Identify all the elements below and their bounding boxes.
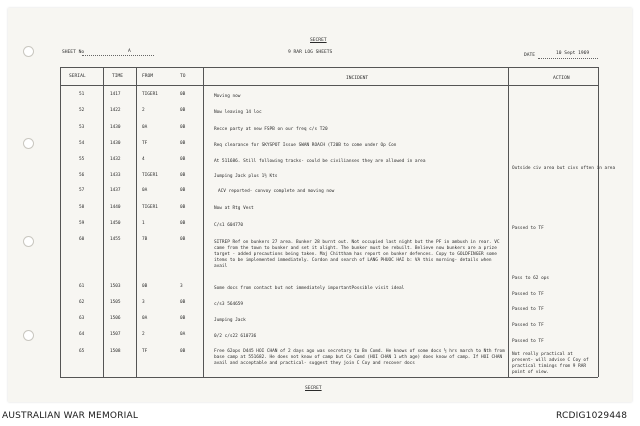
row-from: TIGER1 [142, 92, 158, 97]
column-header-to: TO [180, 74, 186, 79]
row-time: 1455 [110, 237, 121, 242]
archive-credit: AUSTRALIAN WAR MEMORIAL [2, 411, 139, 421]
secret-marking-bottom: SECRET [305, 386, 322, 391]
row-time: 1506 [110, 316, 121, 321]
row-serial: 58 [79, 205, 85, 210]
row-to: 0B [180, 188, 186, 193]
row-time: 1437 [110, 188, 121, 193]
punch-hole [23, 46, 34, 57]
punch-hole [23, 138, 34, 149]
row-serial: 64 [79, 332, 85, 337]
row-action: Not really practical at present- will advise C Coy of practical timings from 9 RAR point of view. [512, 352, 589, 375]
row-time: 1503 [110, 284, 121, 289]
row-to: 3 [180, 284, 183, 289]
row-from: 7B [142, 237, 148, 242]
row-from: 3 [142, 300, 145, 305]
row-time: 1508 [110, 349, 121, 354]
column-header-time: TIME [112, 74, 124, 79]
row-action: Passed to TF [512, 226, 544, 231]
row-to: 0B [180, 205, 186, 210]
column-divider [203, 67, 204, 377]
row-from: 0B [142, 284, 148, 289]
sheet-number-value: A [128, 49, 131, 54]
row-from: 0A [142, 316, 148, 321]
row-serial: 51 [79, 92, 85, 97]
row-incident: Now at Rtg Vest [214, 206, 254, 211]
row-to: 0B [180, 141, 186, 146]
row-from: 4 [142, 157, 145, 162]
sheet-number-label: SHEET No [62, 50, 85, 55]
row-from: TIGER1 [142, 173, 158, 178]
row-incident: ACV reported- convoy complete and moving now [218, 189, 335, 194]
column-header-serial: SERIAL [69, 74, 86, 79]
punch-hole [23, 236, 34, 247]
row-action: Passed to TF [512, 323, 544, 328]
row-incident: Jumping Jack plus 1½ Kts [214, 174, 278, 179]
row-incident: Now leaving 14 loc [214, 110, 262, 115]
row-to: 0B [180, 349, 186, 354]
row-incident: Free 62ops D445 HOI CHAN of 2 days ago was secretary to Bn Comd. He knows of some docs ½ hrs march to Nth from base camp at 551682. He does not know of camp but Co Comd (HOI CHAN 1 wth age) does know of camp. If HOI CHAN avail and acceptable and practical- suggest they join C Coy and recover docs [214, 349, 505, 366]
column-divider [103, 67, 104, 377]
row-action: Passed to TF [512, 292, 544, 297]
archive-reference: RCDIG1029448 [556, 411, 628, 421]
row-from: TF [142, 141, 148, 146]
row-incident: Moving now [214, 94, 241, 99]
date-value: 10 Sept 1969 [556, 51, 590, 56]
date-label: DATE [524, 53, 536, 58]
row-to: 0A [180, 332, 186, 337]
row-incident: c/s3 564659 [214, 302, 244, 307]
row-from: 0A [142, 188, 148, 193]
row-action: Pass to 62 ops [512, 276, 550, 281]
row-incident: Req clearance for SKYSPOT Issue SWAN ROACH (T20B to come under Op Con [214, 143, 397, 148]
row-to: 0B [180, 108, 186, 113]
column-header-action: ACTION [553, 76, 570, 81]
table-header-border [60, 85, 598, 86]
log-title: 9 RAR LOG SHEETS [288, 50, 333, 55]
column-divider [508, 67, 509, 377]
row-to: 0B [180, 157, 186, 162]
row-serial: 59 [79, 221, 85, 226]
row-serial: 57 [79, 188, 85, 193]
row-serial: 65 [79, 349, 85, 354]
row-incident: C/s1 604770 [214, 223, 244, 228]
table-bottom-border [60, 377, 598, 378]
row-incident: At 511686. Still following tracks- could be civilianses they are allowed in area [214, 159, 426, 164]
column-header-from: FROM [142, 74, 154, 79]
row-time: 1450 [110, 221, 121, 226]
row-to: 0B [180, 125, 186, 130]
row-serial: 63 [79, 316, 85, 321]
row-to: 0B [180, 173, 186, 178]
row-to: 0B [180, 316, 186, 321]
row-serial: 60 [79, 237, 85, 242]
column-divider [136, 67, 137, 377]
row-to: 0B [180, 300, 186, 305]
row-time: 1417 [110, 92, 121, 97]
secret-marking-top: SECRET [310, 38, 327, 43]
row-from: TIGER1 [142, 205, 158, 210]
row-serial: 54 [79, 141, 85, 146]
row-from: 1 [142, 221, 145, 226]
row-time: 1433 [110, 173, 121, 178]
row-time: 1430 [110, 141, 121, 146]
sheet-number-line [82, 55, 154, 56]
row-action: Passed to TF [512, 307, 544, 312]
table-top-border [60, 67, 598, 68]
row-serial: 56 [79, 173, 85, 178]
row-time: 1440 [110, 205, 121, 210]
row-serial: 62 [79, 300, 85, 305]
row-serial: 53 [79, 125, 85, 130]
row-serial: 55 [79, 157, 85, 162]
row-incident: 0/2 c/s22 610736 [214, 334, 257, 339]
row-action: Outside civ area but civs often in area [512, 166, 616, 171]
row-serial: 61 [79, 284, 85, 289]
row-incident: SITREP Ref on bunkers 27 area. Bunker 28 burnt out. Not occupied last night but the PF in ambush in rear. VC came from the town to bunker and set it alight. The bunker must be rebuilt. Believe now bunkers are a prize target - added precautions being taken. Maj Chittham has report on bunker defences. Copy to GOLDFINGER some items to be implemented immediately. Cordon and search of LANG PHUOC HAI b: VA this morning- details when avail [214, 240, 500, 269]
row-time: 1507 [110, 332, 121, 337]
row-time: 1432 [110, 157, 121, 162]
row-from: 0A [142, 125, 148, 130]
row-to: 0B [180, 92, 186, 97]
row-to: 0B [180, 221, 186, 226]
row-incident: Recce party at new FSPB on our freq c/s T20 [214, 127, 328, 132]
column-header-incident: INCIDENT [346, 76, 369, 81]
row-from: TF [142, 349, 148, 354]
row-time: 1430 [110, 125, 121, 130]
table-left-border [60, 67, 61, 377]
row-incident: Jumping Jack [214, 318, 246, 323]
row-to: 0B [180, 237, 186, 242]
row-action: Passed to TF [512, 339, 544, 344]
row-from: 2 [142, 332, 145, 337]
row-time: 1505 [110, 300, 121, 305]
row-from: 2 [142, 108, 145, 113]
punch-hole [23, 330, 34, 341]
row-serial: 52 [79, 108, 85, 113]
date-line [538, 58, 598, 59]
row-time: 1422 [110, 108, 121, 113]
row-incident: Some docs from contact but not immediately importantPossible visit ideal [214, 286, 405, 291]
table-right-border [598, 67, 599, 377]
